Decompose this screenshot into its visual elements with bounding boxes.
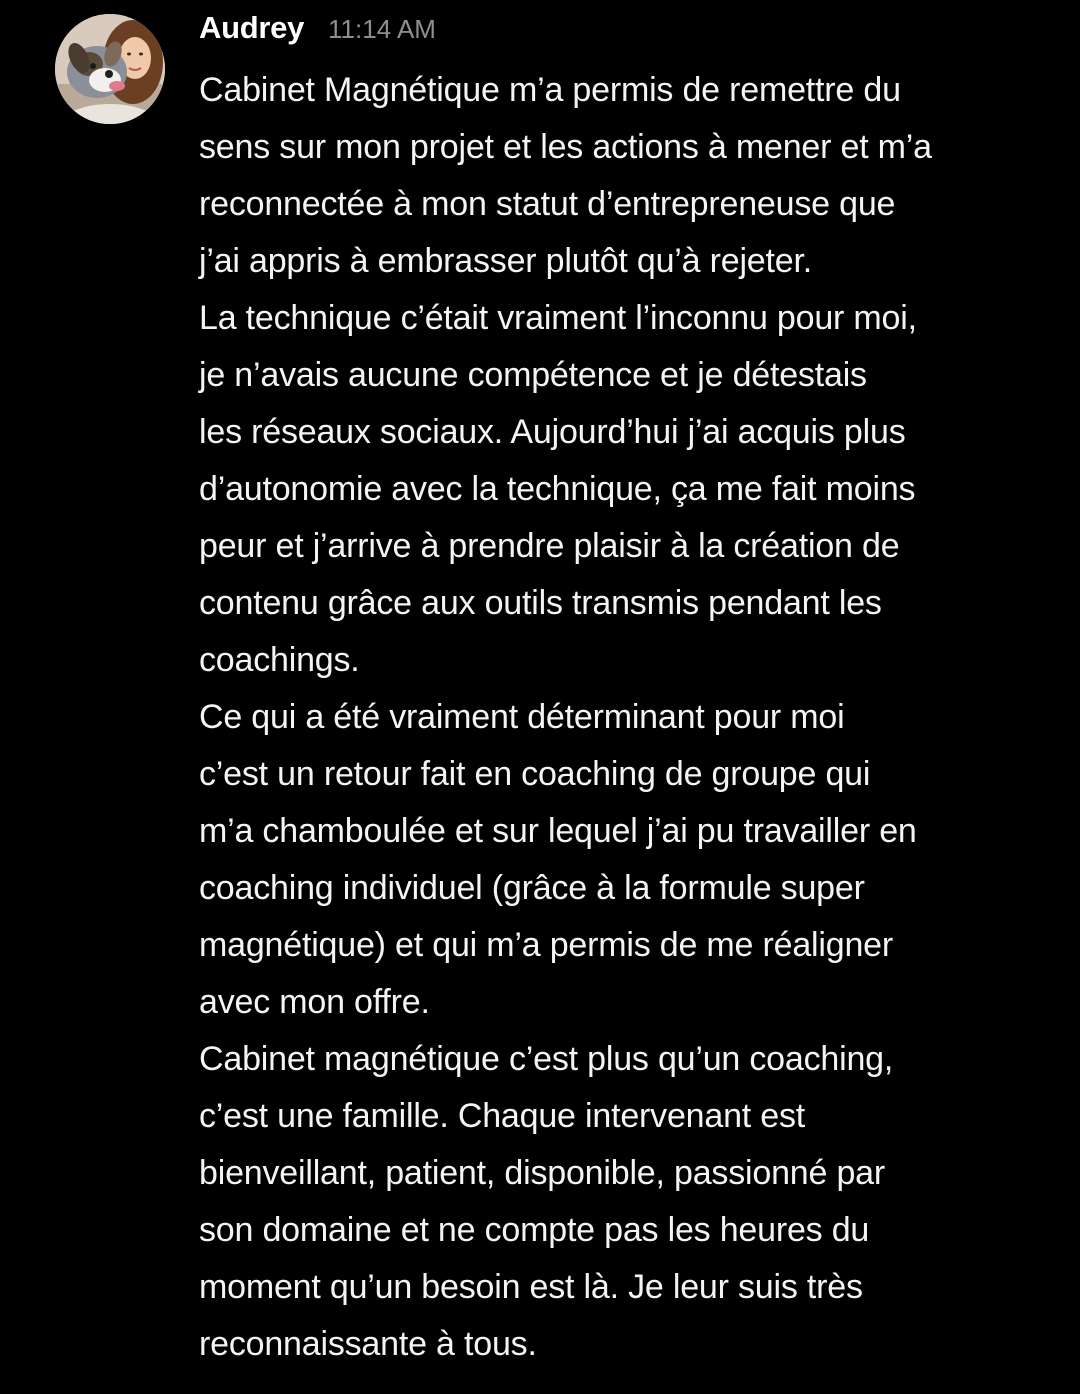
message-line: sens sur mon projet et les actions à mener et m’a [199, 128, 932, 166]
message-line: moment qu’un besoin est là. Je leur suis très [199, 1268, 863, 1306]
message-body [199, 62, 1059, 1373]
profile-photo-icon [55, 14, 165, 124]
message-line: peur et j’arrive à prendre plaisir à la création de [199, 527, 900, 565]
message-line: bienveillant, patient, disponible, passionné par [199, 1154, 885, 1192]
message-line: reconnaissante à tous. [199, 1325, 537, 1363]
message-line: magnétique) et qui m’a permis de me réaligner [199, 926, 894, 964]
message-line: Ce qui a été vraiment déterminant pour moi [199, 698, 845, 736]
message-line: les réseaux sociaux. Aujourd’hui j’ai acquis plus [199, 413, 906, 451]
message-line: coachings. [199, 641, 360, 679]
message-line: contenu grâce aux outils transmis pendant les [199, 584, 882, 622]
message-line: c’est un retour fait en coaching de groupe qui [199, 755, 871, 793]
message-line: c’est une famille. Chaque intervenant est [199, 1097, 806, 1135]
author-name[interactable]: Audrey [199, 10, 305, 45]
message-line: d’autonomie avec la technique, ça me fait moins [199, 470, 916, 508]
avatar[interactable] [55, 14, 165, 124]
message-line: je n’avais aucune compétence et je détestais [199, 356, 867, 394]
message-header [199, 10, 436, 54]
message-line: Cabinet magnétique c’est plus qu’un coaching, [199, 1040, 894, 1078]
message-line: avec mon offre. [199, 983, 430, 1021]
message-line: coaching individuel (grâce à la formule super [199, 869, 865, 907]
message-line: m’a chamboulée et sur lequel j’ai pu travailler en [199, 812, 917, 850]
message-line: La technique c’était vraiment l’inconnu pour moi, [199, 299, 917, 337]
message-line: Cabinet Magnétique m’a permis de remettre du [199, 71, 901, 109]
message-line: j’ai appris à embrasser plutôt qu’à rejeter. [199, 242, 812, 280]
message-line: reconnectée à mon statut d’entrepreneuse que [199, 185, 896, 223]
message-timestamp: 11:14 AM [328, 14, 436, 44]
message-line: son domaine et ne compte pas les heures du [199, 1211, 870, 1249]
